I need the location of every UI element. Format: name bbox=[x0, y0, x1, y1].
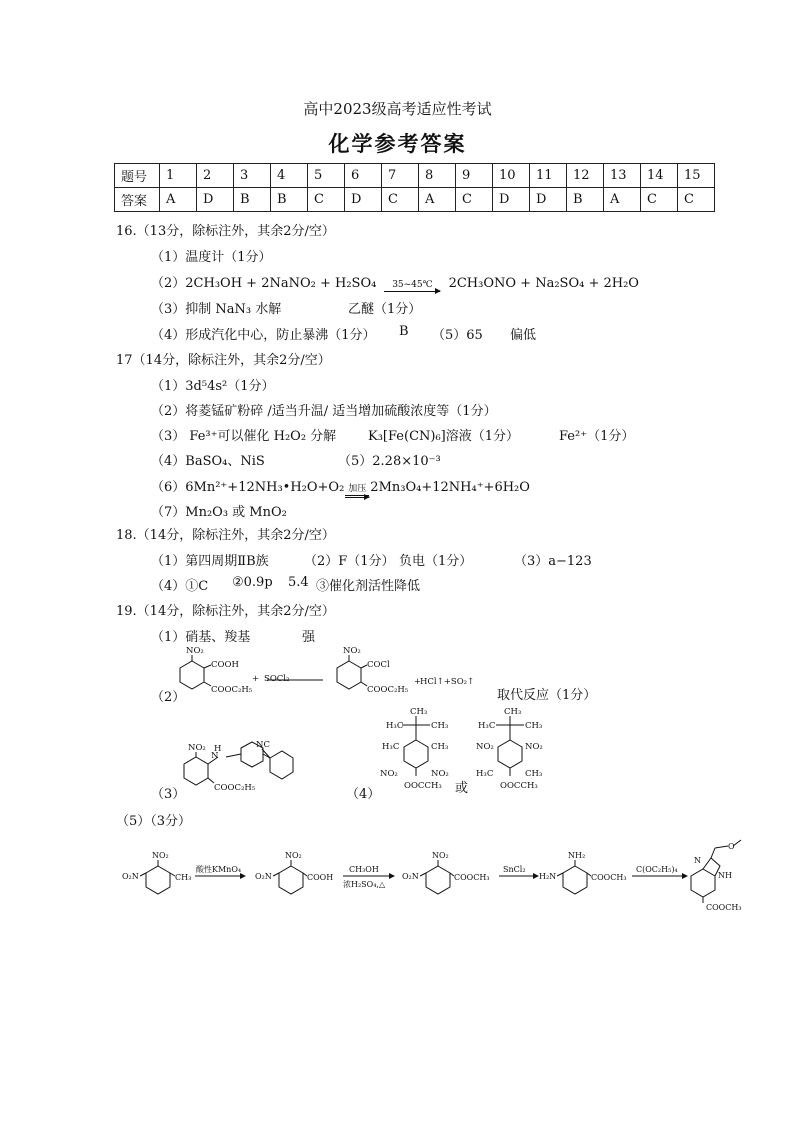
answer-cell: C bbox=[456, 188, 493, 212]
q16-answer-5: （5）65 bbox=[432, 328, 483, 343]
label-ch3: CH₃ bbox=[175, 873, 192, 882]
page-title: 化学参考答案 bbox=[328, 131, 467, 156]
question-number: 14 bbox=[641, 164, 678, 188]
label-ch3: CH₃ bbox=[525, 721, 543, 731]
equation-reactants: （2）2CH₃OH + 2NaNO₂ + H₂SO₄ bbox=[151, 276, 377, 291]
exam-subtitle: 高中2023级高考适应性考试 bbox=[303, 100, 492, 118]
q16-answer-5b: 偏低 bbox=[510, 328, 537, 343]
q16-answer-4b: B bbox=[399, 324, 409, 339]
q19-heading: 19.（14分，除标注外，其余2分/空） bbox=[116, 604, 335, 619]
q17-heading: 17（14分，除标注外，其余2分/空） bbox=[116, 353, 331, 368]
reagent-3: SnCl₂ bbox=[503, 865, 526, 874]
label-cocl: COCl bbox=[367, 660, 390, 670]
label-o2n: O₂N bbox=[402, 872, 419, 881]
q17-answer-3c: Fe²⁺（1分） bbox=[559, 429, 635, 444]
question-number: 3 bbox=[234, 164, 271, 188]
answer-cell: A bbox=[160, 188, 197, 212]
reaction-condition: 35~45℃ bbox=[392, 280, 433, 290]
q19-answer-1b: 强 bbox=[302, 630, 316, 645]
q17-answer-1: （1）3d⁵4s²（1分） bbox=[151, 379, 275, 394]
equation-reactants: （6）6Mn²⁺+12NH₃•H₂O+O₂ bbox=[151, 480, 345, 495]
q19-reaction-type: 取代反应（1分） bbox=[497, 688, 597, 703]
label-cooc2h5: COOC₂H₅ bbox=[214, 783, 256, 793]
label-ch3: CH₃ bbox=[525, 769, 543, 779]
label-n: N bbox=[211, 751, 219, 761]
answer-cell: A bbox=[604, 188, 641, 212]
label-cooc2h5: COOC₂H₅ bbox=[367, 685, 409, 695]
label-h: H bbox=[214, 744, 222, 754]
label-no2: NO₂ bbox=[152, 851, 169, 860]
q17-answer-2: （2）将菱锰矿粉碎 /适当升温/ 适当增加硫酸浓度等（1分） bbox=[151, 404, 497, 419]
q16-answer-4: （4）形成汽化中心，防止暴沸（1分） bbox=[151, 328, 376, 343]
label-ch3: CH₃ bbox=[410, 707, 428, 717]
label-ch3: CH₃ bbox=[431, 721, 449, 731]
question-number: 9 bbox=[456, 164, 493, 188]
question-number: 8 bbox=[419, 164, 456, 188]
label-h3c: H₃C bbox=[386, 721, 404, 731]
label-no2: NO₂ bbox=[285, 851, 302, 860]
label-h2n: H₂N bbox=[539, 872, 557, 881]
reaction-arrow bbox=[384, 281, 440, 296]
label-oocch3: OOCCH₃ bbox=[500, 781, 538, 791]
label-cooh: COOH bbox=[211, 660, 239, 670]
q18-answer-4d: ③催化剂活性降低 bbox=[316, 579, 421, 594]
label-byproducts: HCl↑+SO₂↑ bbox=[420, 677, 475, 687]
answer-cell: B bbox=[567, 188, 604, 212]
q17-answer-4: （4）BaSO₄、NiS bbox=[151, 454, 265, 469]
reaction-condition: 加压 bbox=[348, 484, 367, 494]
plus-sign: + bbox=[414, 677, 422, 687]
question-number: 7 bbox=[382, 164, 419, 188]
label-no2: NO₂ bbox=[431, 769, 449, 779]
q18-heading: 18.（14分，除标注外，其余2分/空） bbox=[116, 528, 335, 543]
q16-answer-3: （3）抑制 NaN₃ 水解 bbox=[151, 302, 282, 317]
synthesis-scheme bbox=[0, 838, 795, 918]
q18-answer-4: （4）①C bbox=[151, 579, 209, 594]
answer-cell: C bbox=[308, 188, 345, 212]
label-cooch3: COOCH₃ bbox=[591, 873, 627, 882]
q17-answer-6 bbox=[151, 476, 530, 500]
label-or: 或 bbox=[455, 781, 469, 796]
question-number: 12 bbox=[567, 164, 604, 188]
label-no2: NO₂ bbox=[186, 646, 204, 656]
label-no2: NO₂ bbox=[380, 769, 398, 779]
q18-answer-2: （2）F（1分） bbox=[304, 554, 395, 569]
answer-cell: D bbox=[530, 188, 567, 212]
label-o2n: O₂N bbox=[122, 872, 139, 881]
plus-sign: + bbox=[252, 674, 260, 684]
label-no2: NO₂ bbox=[432, 851, 449, 860]
label-no2: NO₂ bbox=[343, 646, 361, 656]
q16-heading: 16.（13分，除标注外，其余2分/空） bbox=[116, 224, 335, 239]
question-number: 10 bbox=[493, 164, 530, 188]
label-h3c: H₃C bbox=[382, 742, 400, 752]
q18-answer-1: （1）第四周期ⅡB族 bbox=[151, 554, 269, 569]
answer-cell: C bbox=[382, 188, 419, 212]
label-nh2: NH₂ bbox=[568, 851, 586, 860]
q18-answer-4b: ②0.9p bbox=[232, 575, 273, 590]
question-number: 2 bbox=[197, 164, 234, 188]
reaction-arrow bbox=[345, 485, 369, 500]
q17-answer-5: （5）2.28×10⁻³ bbox=[338, 454, 441, 469]
label-no2: NO₂ bbox=[188, 743, 206, 753]
label-socl2: SOCl₂ bbox=[264, 674, 290, 684]
question-number: 6 bbox=[345, 164, 382, 188]
answer-cell: B bbox=[271, 188, 308, 212]
answer-cell: D bbox=[197, 188, 234, 212]
label-oocch3: OOCCH₃ bbox=[404, 781, 442, 791]
table-row bbox=[115, 188, 715, 212]
label-no2: NO₂ bbox=[476, 742, 494, 752]
label-nc: NC bbox=[256, 740, 270, 750]
question-number: 13 bbox=[604, 164, 641, 188]
reagent-4: C(OC₂H₅)₄ bbox=[636, 865, 678, 874]
row-label: 题号 bbox=[115, 164, 160, 188]
question-number: 5 bbox=[308, 164, 345, 188]
label-cooh: COOH bbox=[307, 873, 334, 882]
q19-structures bbox=[0, 640, 795, 810]
reagent-2-top: CH₃OH bbox=[349, 865, 379, 874]
q19-answer-1: （1）硝基、羧基 bbox=[151, 630, 251, 645]
answer-cell: B bbox=[234, 188, 271, 212]
q16-answer-2 bbox=[151, 272, 639, 296]
row-label: 答案 bbox=[115, 188, 160, 212]
label-ch3: CH₃ bbox=[431, 742, 449, 752]
reagent-1: 酸性KMnO₄ bbox=[196, 865, 242, 874]
q17-answer-7: （7）Mn₂O₃ 或 MnO₂ bbox=[151, 505, 287, 520]
answer-cell: D bbox=[493, 188, 530, 212]
q17-answer-3: （3） Fe³⁺可以催化 H₂O₂ 分解 bbox=[151, 429, 337, 444]
answer-cell: C bbox=[641, 188, 678, 212]
answer-cell: C bbox=[678, 188, 715, 212]
answer-cell: A bbox=[419, 188, 456, 212]
question-number: 4 bbox=[271, 164, 308, 188]
table-row bbox=[115, 164, 715, 188]
label-ch3: CH₃ bbox=[504, 707, 522, 717]
q16-answer-1: （1）温度计（1分） bbox=[151, 250, 272, 265]
q18-answer-2b: 负电（1分） bbox=[399, 554, 473, 569]
label-o2n: O₂N bbox=[255, 872, 272, 881]
reagent-2-bottom: 浓H₂SO₄,△ bbox=[343, 880, 386, 889]
label-cooch3: COOCH₃ bbox=[706, 903, 742, 912]
q19-label-4: （4） bbox=[346, 787, 381, 802]
q17-answer-3b: K₃[Fe(CN)₆]溶液（1分） bbox=[368, 429, 520, 444]
equation-products: 2Mn₃O₄+12NH₄⁺+6H₂O bbox=[370, 480, 530, 495]
question-number: 1 bbox=[160, 164, 197, 188]
label-h3c: H₃C bbox=[476, 769, 494, 779]
q18-answer-4c: 5.4 bbox=[288, 575, 309, 590]
question-number: 15 bbox=[678, 164, 715, 188]
label-o: O bbox=[728, 842, 735, 851]
equation-products: 2CH₃ONO + Na₂SO₄ + 2H₂O bbox=[448, 276, 639, 291]
answer-cell: D bbox=[345, 188, 382, 212]
q19-label-2: （2） bbox=[151, 690, 186, 705]
label-n: N bbox=[694, 856, 701, 865]
question-number: 11 bbox=[530, 164, 567, 188]
q18-answer-3: （3）a−123 bbox=[514, 554, 592, 569]
q19-label-3: （3） bbox=[151, 787, 186, 802]
label-h3c: H₃C bbox=[478, 721, 496, 731]
label-cooc2h5: COOC₂H₅ bbox=[211, 685, 253, 695]
q16-answer-3b: 乙醚（1分） bbox=[348, 302, 422, 317]
answer-table bbox=[114, 163, 715, 212]
label-nh: NH bbox=[718, 871, 732, 880]
label-no2: NO₂ bbox=[525, 742, 543, 752]
q19-label-5: （5）（3分） bbox=[116, 814, 192, 829]
label-cooch3: COOCH₃ bbox=[454, 873, 490, 882]
